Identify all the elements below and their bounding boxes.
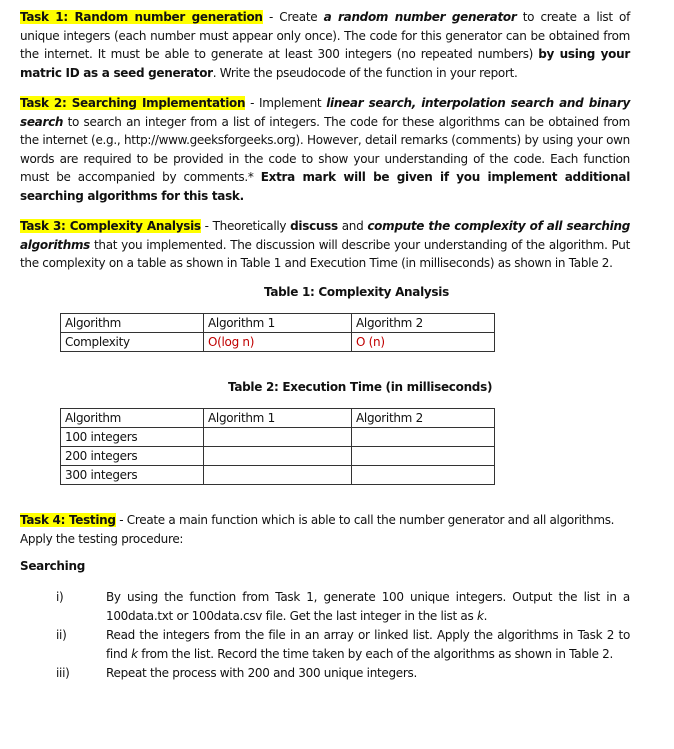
list-item-text [106, 626, 630, 663]
task1-emphasis: a random number generator [323, 10, 517, 24]
list-item-var: k [131, 646, 138, 661]
table-cell [204, 466, 352, 485]
task2-label: Task 2: Searching Implementation [20, 96, 246, 110]
list-item-number: iii) [56, 666, 70, 680]
table-cell: 200 integers [61, 447, 204, 466]
task3-label: Task 3: Complexity Analysis [20, 219, 201, 233]
task3-emphasis: compute the complexity of all searching algorithms [20, 219, 630, 252]
searching-heading: Searching [20, 559, 85, 573]
task4-text: - Create a main function which is able to call the number generator and all algorithms. Apply the testing procedure: [20, 513, 615, 546]
table-cell [352, 428, 495, 447]
list-item-text-a: Repeat the process with 200 and 300 unique integers. [106, 666, 417, 680]
list-item-text-b: . [483, 608, 488, 623]
table-row [61, 466, 495, 485]
list-item-var: k [476, 608, 484, 623]
table-row [61, 314, 495, 333]
list-item-text-a: By using the function from Task 1, generate 100 unique integers. Output the list in a 100data.txt or 100data.csv file. Get the last integer in the list as [106, 590, 630, 623]
table-cell: Algorithm 1 [204, 409, 352, 428]
table-cell [204, 428, 352, 447]
table-cell [352, 447, 495, 466]
table-row [61, 333, 495, 352]
table-cell: Algorithm 2 [352, 314, 495, 333]
table-cell: 100 integers [61, 428, 204, 447]
table-cell: Complexity [61, 333, 204, 352]
list-item-text-a: Read the integers from the file in an array or linked list. Apply the algorithms in Task 2 to find [106, 628, 630, 661]
list-item-text [106, 664, 630, 683]
task2-emphasis: linear search, interpolation search and binary search [20, 96, 630, 129]
table-row [61, 428, 495, 447]
task1-text: . Write the pseudocode of the function in your report. [212, 65, 518, 80]
task1-text: to create a list of unique integers (each number must appear only once). The code for this generator can be obtained from the internet. It must be able to generate at least 300 integers (no repeated numbers) [20, 10, 630, 62]
task1-paragraph [20, 8, 630, 82]
task3-paragraph [20, 217, 630, 273]
table2-caption: Table 2: Execution Time (in milliseconds) [228, 380, 493, 394]
task2-bold: Extra mark will be given if you implement additional searching algorithms for this task. [20, 170, 631, 203]
list-item-text [106, 588, 630, 625]
list-item-text-b: from the list. Record the time taken by each of the algorithms as shown in Table 2. [137, 646, 614, 661]
table-cell [204, 447, 352, 466]
table-row [61, 409, 495, 428]
table-cell: Algorithm 2 [352, 409, 495, 428]
task1-label: Task 1: Random number generation [20, 10, 263, 24]
task3-text: and [337, 219, 368, 233]
task3-text: - Theoretically [200, 219, 291, 233]
complexity-table [60, 313, 495, 352]
task2-text: to search an integer from a list of integers. The code for these algorithms can be obtained from the internet (e.g., http://www.geeksforgeeks.org). However, detail remarks (comments) by using your own words are required to be provided in the code to show your understanding of the code. Each function must be accompanied by comments.* [20, 114, 630, 185]
table-cell: Algorithm 1 [204, 314, 352, 333]
table-cell: 300 integers [61, 466, 204, 485]
list-item-number: ii) [56, 628, 67, 642]
table1-caption: Table 1: Complexity Analysis [264, 285, 449, 299]
task2-text: - Implement [245, 96, 327, 110]
task1-bold: by using your matric ID as a seed generator [20, 47, 630, 80]
table-cell [352, 466, 495, 485]
table-cell: O (n) [352, 333, 495, 352]
table-cell: Algorithm [61, 409, 204, 428]
task1-text: - Create [262, 10, 324, 24]
task3-text: that you implemented. The discussion will describe your understanding of the algorithm. Put the complexity on a table as shown in Table 1 and Execution Time (in milliseconds) as shown in Table 2. [20, 237, 630, 271]
task2-paragraph [20, 94, 630, 206]
task3-bold: discuss [290, 219, 338, 233]
table-cell: O(log n) [204, 333, 352, 352]
table-row [61, 447, 495, 466]
table-cell: Algorithm [61, 314, 204, 333]
list-item-number: i) [56, 590, 64, 604]
execution-time-table [60, 408, 495, 485]
task4-paragraph [20, 511, 630, 548]
task4-label: Task 4: Testing [20, 513, 116, 527]
